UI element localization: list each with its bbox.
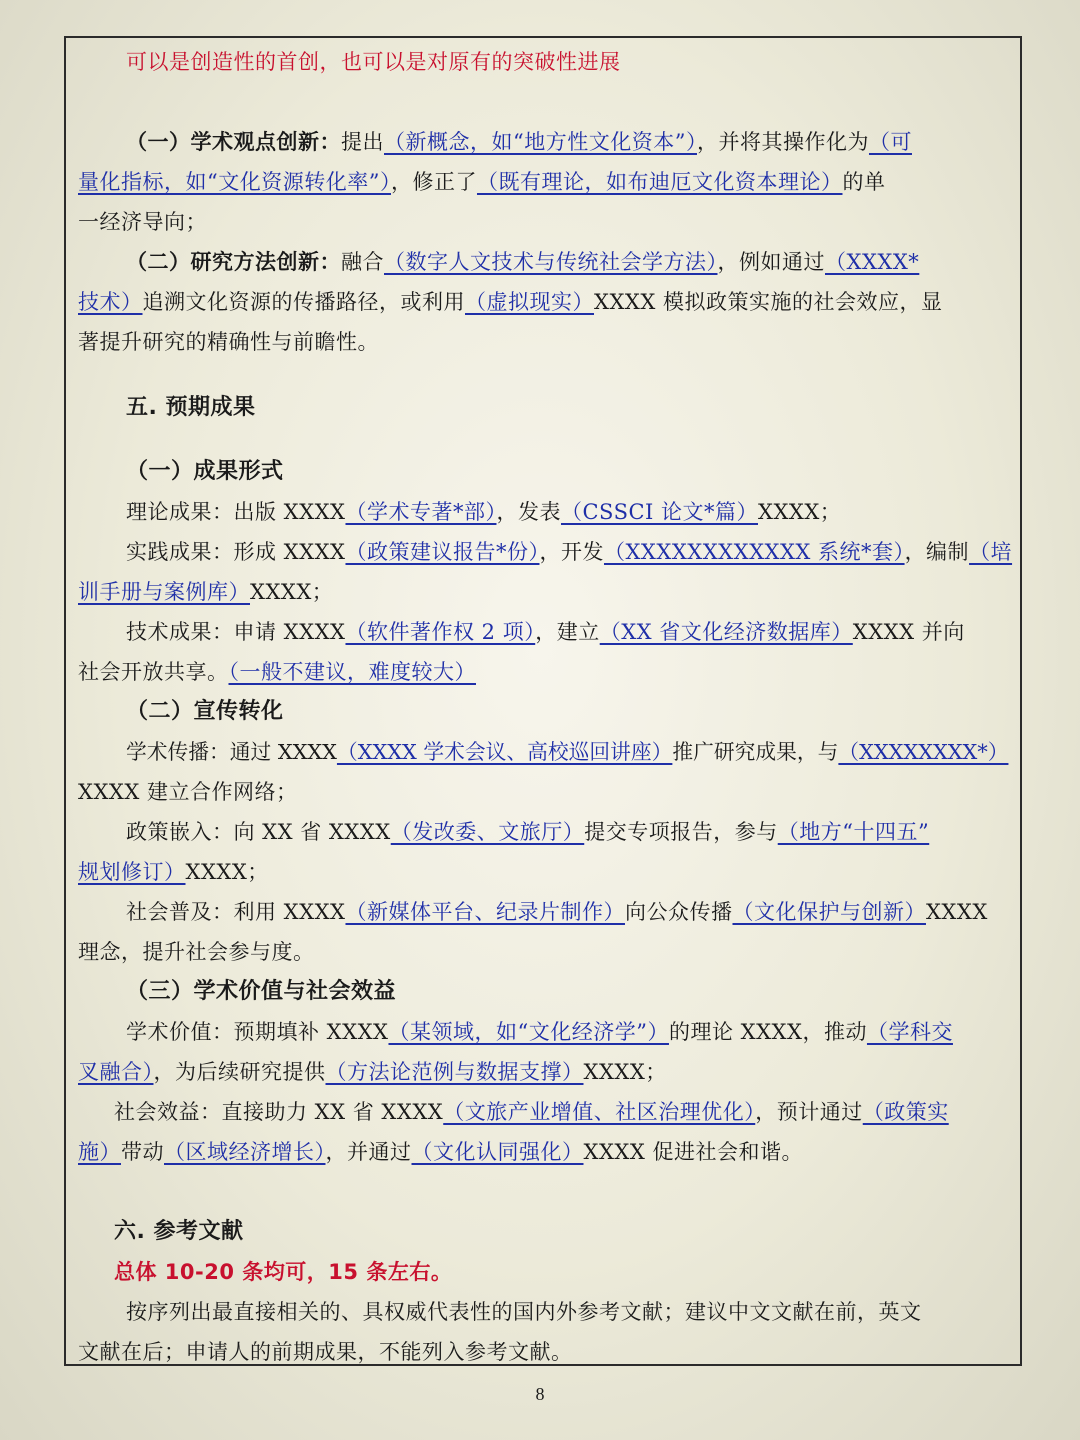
method-innovation-line-1 bbox=[78, 242, 1013, 282]
references-body-line-1 bbox=[78, 1292, 1013, 1332]
text: XXXX bbox=[925, 900, 988, 924]
text: 向公众传播 bbox=[624, 900, 733, 924]
academic-spread-line-1 bbox=[78, 732, 1013, 772]
text: XXXX； bbox=[758, 500, 842, 524]
text: ，发表 bbox=[496, 500, 561, 524]
placeholder-link[interactable]: （虚拟现实） bbox=[465, 290, 594, 314]
placeholder-link[interactable]: （文化认同强化） bbox=[411, 1140, 584, 1164]
placeholder-link[interactable]: （XXXX* bbox=[825, 250, 920, 274]
text: ，建立 bbox=[535, 620, 600, 644]
text: 追溯文化资源的传播路径，或利用 bbox=[142, 290, 465, 314]
placeholder-link[interactable]: （XXXXXXXX*） bbox=[838, 740, 1009, 764]
method-innovation-label: （二）研究方法创新： bbox=[126, 250, 341, 274]
text: ，编制 bbox=[904, 540, 970, 564]
placeholder-link[interactable]: （XX 省文化经济数据库） bbox=[599, 620, 853, 644]
social-spread-line-1 bbox=[78, 892, 1013, 932]
intro-text: 可以是创造性的首创，也可以是对原有的突破性进展 bbox=[126, 50, 621, 74]
placeholder-link[interactable]: （软件著作权 2 项） bbox=[345, 620, 536, 644]
placeholder-link[interactable]: （培 bbox=[969, 540, 1013, 564]
placeholder-link[interactable]: （政策实 bbox=[862, 1100, 949, 1124]
text: 理念，提升社会参与度。 bbox=[78, 940, 315, 964]
placeholder-link[interactable]: （发改委、文旅厅） bbox=[390, 820, 585, 844]
text: ，预计通过 bbox=[755, 1100, 863, 1124]
note-text: 总体 10-20 条均可，15 条左右。 bbox=[114, 1260, 453, 1284]
placeholder-link[interactable]: （地方“十四五” bbox=[777, 820, 930, 844]
placeholder-link[interactable]: （新概念，如“地方性文化资本”） bbox=[384, 130, 697, 154]
placeholder-link[interactable]: （区域经济增长） bbox=[164, 1140, 326, 1164]
text: 学术传播：通过 XXXX bbox=[126, 740, 337, 764]
text: 的单 bbox=[842, 170, 886, 194]
placeholder-link[interactable]: （XXXXXXXXXXXX 系统*套） bbox=[603, 540, 905, 564]
text: 推广研究成果，与 bbox=[672, 740, 839, 764]
text: XXXX； bbox=[583, 1060, 667, 1084]
placeholder-link[interactable]: （数字人文技术与传统社会学方法） bbox=[384, 250, 718, 274]
academic-value-line-2 bbox=[78, 1052, 1013, 1092]
text: 理论成果：出版 XXXX bbox=[126, 500, 346, 524]
placeholder-link[interactable]: （一般不建议，难度较大） bbox=[228, 660, 476, 684]
text: XXXX 促进社会和谐。 bbox=[583, 1140, 803, 1164]
subheading-text: （一）成果形式 bbox=[126, 459, 284, 484]
text: 融合 bbox=[341, 250, 384, 274]
text: 一经济导向； bbox=[78, 210, 207, 234]
promo-heading bbox=[78, 692, 1013, 732]
method-innovation-line-2 bbox=[78, 282, 1013, 322]
subheading-text: （三）学术价值与社会效益 bbox=[126, 979, 397, 1004]
subheading-text: （二）宣传转化 bbox=[126, 699, 284, 724]
placeholder-link[interactable]: （文化保护与创新） bbox=[732, 900, 926, 924]
section-6-title bbox=[78, 1212, 1013, 1252]
placeholder-link[interactable]: （学科交 bbox=[866, 1020, 953, 1044]
method-innovation-line-3 bbox=[78, 322, 1013, 362]
academic-value-line-1 bbox=[78, 1012, 1013, 1052]
text: 学术价值：预期填补 XXXX bbox=[126, 1020, 389, 1044]
page-number: 8 bbox=[535, 1384, 545, 1404]
practice-results-line-2 bbox=[78, 572, 1013, 612]
text: 政策嵌入：向 XX 省 XXXX bbox=[126, 820, 391, 844]
text: ，并通过 bbox=[325, 1140, 412, 1164]
policy-line-1 bbox=[78, 812, 1013, 852]
text: 文献在后；申请人的前期成果，不能列入参考文献。 bbox=[78, 1340, 573, 1364]
text: ，修正了 bbox=[390, 170, 477, 194]
policy-line-2 bbox=[78, 852, 1013, 892]
placeholder-link[interactable]: （CSSCI 论文*篇） bbox=[560, 500, 758, 524]
social-value-line-2 bbox=[78, 1132, 1013, 1172]
text: XXXX； bbox=[185, 860, 269, 884]
placeholder-link[interactable]: （学术专著*部） bbox=[345, 500, 497, 524]
text: 实践成果：形成 XXXX bbox=[126, 540, 346, 564]
tech-results-line-2 bbox=[78, 652, 1013, 692]
social-value-line-1 bbox=[78, 1092, 1013, 1132]
placeholder-link[interactable]: （可 bbox=[868, 130, 912, 154]
placeholder-link[interactable]: 施） bbox=[78, 1140, 121, 1164]
text: XXXX 并向 bbox=[852, 620, 965, 644]
placeholder-link[interactable]: 训手册与案例库） bbox=[78, 580, 250, 604]
academic-innovation-line-3 bbox=[78, 202, 1013, 242]
academic-spread-line-2 bbox=[78, 772, 1013, 812]
placeholder-link[interactable]: 技术） bbox=[78, 290, 143, 314]
text: XXXX 模拟政策实施的社会效应，显 bbox=[594, 290, 943, 314]
placeholder-link[interactable]: 规划修订） bbox=[78, 860, 186, 884]
intro-note bbox=[78, 42, 1013, 82]
placeholder-link[interactable]: （政策建议报告*份） bbox=[345, 540, 540, 564]
text: 社会效益：直接助力 XX 省 XXXX bbox=[114, 1100, 444, 1124]
text: 社会开放共享。 bbox=[78, 660, 229, 684]
placeholder-link[interactable]: （XXXX 学术会议、高校巡回讲座） bbox=[336, 740, 673, 764]
text: 带动 bbox=[121, 1140, 164, 1164]
text: 技术成果：申请 XXXX bbox=[126, 620, 346, 644]
practice-results-line-1 bbox=[78, 532, 1013, 572]
theory-results-line bbox=[78, 492, 1013, 532]
academic-innovation-line-1 bbox=[78, 122, 1013, 162]
references-note bbox=[78, 1252, 1013, 1292]
text: XXXX； bbox=[250, 580, 334, 604]
tech-results-line-1 bbox=[78, 612, 1013, 652]
section-title-text: 五. 预期成果 bbox=[126, 395, 256, 420]
text: ，开发 bbox=[539, 540, 604, 564]
placeholder-link[interactable]: 叉融合） bbox=[78, 1060, 154, 1084]
placeholder-link[interactable]: （某领域，如“文化经济学”） bbox=[388, 1020, 669, 1044]
value-heading bbox=[78, 972, 1013, 1012]
section-5-title bbox=[78, 388, 1013, 428]
text: 提交专项报告，参与 bbox=[584, 820, 778, 844]
text: ，例如通过 bbox=[717, 250, 825, 274]
forms-heading bbox=[78, 452, 1013, 492]
text: ，为后续研究提供 bbox=[153, 1060, 326, 1084]
social-spread-line-2 bbox=[78, 932, 1013, 972]
placeholder-link[interactable]: （既有理论，如布迪厄文化资本理论） bbox=[476, 170, 843, 194]
placeholder-link[interactable]: （文旅产业增值、社区治理优化） bbox=[443, 1100, 756, 1124]
text: 的理论 XXXX，推动 bbox=[668, 1020, 867, 1044]
placeholder-link[interactable]: 量化指标，如“文化资源转化率”） bbox=[78, 170, 391, 194]
academic-innovation-line-2 bbox=[78, 162, 1013, 202]
academic-innovation-label: （一）学术观点创新： bbox=[126, 130, 341, 154]
text: XXXX 建立合作网络； bbox=[78, 780, 298, 804]
section-title-text: 六. 参考文献 bbox=[114, 1219, 244, 1244]
text: 提出 bbox=[341, 130, 384, 154]
placeholder-link[interactable]: （方法论范例与数据支撑） bbox=[325, 1060, 584, 1084]
text: 按序列出最直接相关的、具权威代表性的国内外参考文献；建议中文文献在前，英文 bbox=[126, 1300, 922, 1324]
placeholder-link[interactable]: （新媒体平台、纪录片制作） bbox=[345, 900, 625, 924]
text: 著提升研究的精确性与前瞻性。 bbox=[78, 330, 379, 354]
text: 社会普及：利用 XXXX bbox=[126, 900, 346, 924]
text: ，并将其操作化为 bbox=[696, 130, 869, 154]
references-body-line-2 bbox=[78, 1332, 1013, 1372]
